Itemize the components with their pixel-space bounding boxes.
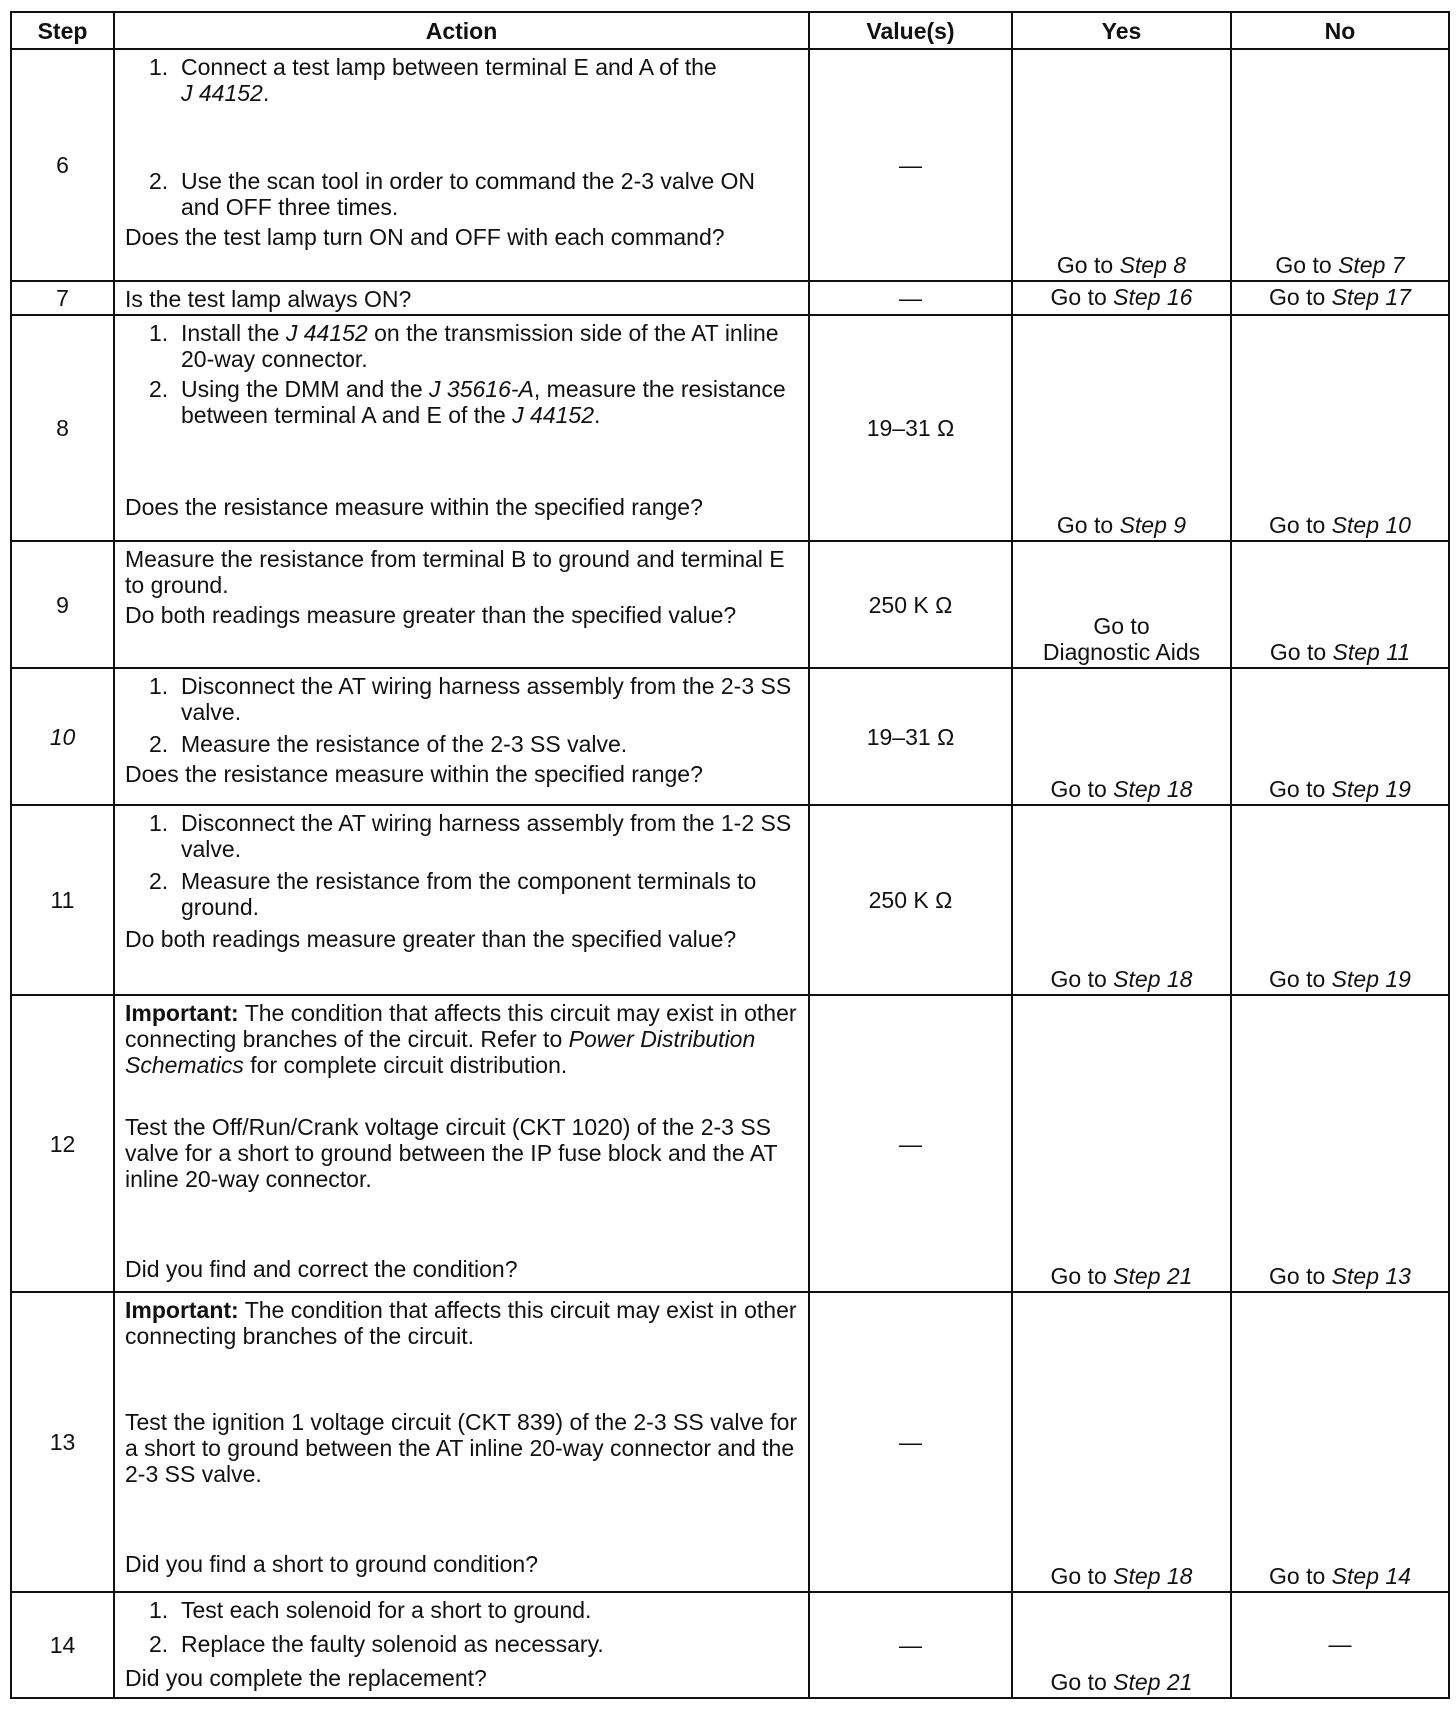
step-number: 9	[11, 541, 114, 668]
yes-cell: Go to Step 21	[1012, 995, 1231, 1292]
no-cell: Go to Step 11	[1231, 541, 1449, 668]
item-number: 2.	[149, 731, 169, 757]
value-cell: 250 K Ω	[809, 541, 1012, 668]
action-item	[125, 731, 798, 757]
item-text: Measure the resistance from the component terminals to ground.	[181, 868, 757, 920]
yes-cell: Go to Step 21	[1012, 1592, 1231, 1698]
yes-cell: Go to Step 16	[1012, 281, 1231, 315]
important-note: Important: The condition that affects this circuit may exist in other connecting branches of the circuit.	[125, 1297, 797, 1349]
question-text: Does the resistance measure within the specified range?	[125, 761, 703, 787]
item-number: 2.	[149, 376, 169, 402]
action-cell	[114, 315, 809, 541]
table-row	[11, 1292, 1449, 1592]
action-item	[125, 1597, 798, 1623]
step-number: 6	[11, 49, 114, 281]
table-row	[11, 49, 1449, 281]
yes-cell: Go to Step 18	[1012, 668, 1231, 805]
yes-cell: Go to Step 18	[1012, 805, 1231, 995]
item-text: Use the scan tool in order to command the 2-3 valve ON and OFF three times.	[181, 168, 756, 220]
no-cell: Go to Step 13	[1231, 995, 1449, 1292]
action-item	[125, 54, 798, 106]
value-cell: 19–31 Ω	[809, 315, 1012, 541]
item-number: 2.	[149, 168, 169, 194]
item-number: 1.	[149, 1597, 169, 1623]
table-row	[11, 995, 1449, 1292]
question-text: Does the test lamp turn ON and OFF with each command?	[125, 224, 725, 250]
value-cell: —	[809, 995, 1012, 1292]
step-number: 7	[11, 281, 114, 315]
header-yes: Yes	[1012, 12, 1231, 49]
table-row	[11, 315, 1449, 541]
header-row	[11, 12, 1449, 49]
value-cell: —	[809, 281, 1012, 315]
action-cell	[114, 1592, 809, 1698]
item-number: 1.	[149, 673, 169, 699]
item-text: Install the J 44152 on the transmission side of the AT inline 20-way connector.	[181, 320, 779, 372]
item-number: 1.	[149, 54, 169, 80]
action-cell	[114, 1292, 809, 1592]
step-number: 8	[11, 315, 114, 541]
table-row	[11, 668, 1449, 805]
question-text: Does the resistance measure within the specified range?	[125, 494, 703, 520]
value-cell: 19–31 Ω	[809, 668, 1012, 805]
important-note: Important: The condition that affects this circuit may exist in other connecting branches of the circuit. Refer to Power Distribution Schematics for complete circuit distribution.	[125, 1000, 797, 1078]
table-row	[11, 541, 1449, 668]
item-text: Disconnect the AT wiring harness assembly from the 2-3 SS valve.	[181, 673, 792, 725]
body-text: Test the ignition 1 voltage circuit (CKT 839) of the 2-3 SS valve for a short to ground between the AT inline 20-way connector and the 2-3 SS valve.	[125, 1409, 798, 1487]
body-text: Test the Off/Run/Crank voltage circuit (CKT 1020) of the 2-3 SS valve for a short to ground between the IP fuse block and the AT inline 20-way connector.	[125, 1114, 778, 1192]
action-cell	[114, 49, 809, 281]
step-number: 10	[11, 668, 114, 805]
no-cell: Go to Step 10	[1231, 315, 1449, 541]
item-text: Using the DMM and the J 35616-A, measure the resistance between terminal A and E of the J 44152.	[181, 376, 786, 428]
header-values: Value(s)	[809, 12, 1012, 49]
no-cell: Go to Step 19	[1231, 805, 1449, 995]
action-item	[125, 168, 798, 220]
action-item	[125, 810, 798, 862]
no-cell: Go to Step 14	[1231, 1292, 1449, 1592]
no-cell: —	[1231, 1592, 1449, 1698]
diagnostic-table	[10, 11, 1450, 1699]
header-step: Step	[11, 12, 114, 49]
question-text: Did you find and correct the condition?	[125, 1256, 518, 1282]
action-cell	[114, 805, 809, 995]
value-cell: —	[809, 49, 1012, 281]
yes-cell: Go to Step 18	[1012, 1292, 1231, 1592]
item-number: 1.	[149, 320, 169, 346]
yes-cell: Go to Diagnostic Aids	[1012, 541, 1231, 668]
step-number: 12	[11, 995, 114, 1292]
question-text: Did you complete the replacement?	[125, 1665, 487, 1691]
item-text: Connect a test lamp between terminal E and A of the J 44152.	[181, 54, 717, 106]
step-number: 14	[11, 1592, 114, 1698]
action-item	[125, 1631, 798, 1657]
table-row	[11, 1592, 1449, 1698]
item-text: Replace the faulty solenoid as necessary.	[181, 1631, 604, 1657]
action-cell	[114, 541, 809, 668]
header-no: No	[1231, 12, 1449, 49]
item-text: Test each solenoid for a short to ground.	[181, 1597, 592, 1623]
table-row	[11, 281, 1449, 315]
item-number: 2.	[149, 1631, 169, 1657]
question-text: Did you find a short to ground condition?	[125, 1551, 538, 1577]
intro-text: Measure the resistance from terminal B to ground and terminal E to ground.	[125, 546, 785, 598]
value-cell: —	[809, 1592, 1012, 1698]
action-item	[125, 376, 798, 428]
value-cell: 250 K Ω	[809, 805, 1012, 995]
item-text: Disconnect the AT wiring harness assembly from the 1-2 SS valve.	[181, 810, 792, 862]
no-cell: Go to Step 19	[1231, 668, 1449, 805]
tool-ref: J 44152	[181, 80, 263, 106]
no-cell: Go to Step 17	[1231, 281, 1449, 315]
no-cell: Go to Step 7	[1231, 49, 1449, 281]
step-number: 11	[11, 805, 114, 995]
action-cell	[114, 995, 809, 1292]
question-text: Do both readings measure greater than the specified value?	[125, 602, 737, 628]
action-item	[125, 673, 798, 725]
action-cell	[114, 668, 809, 805]
step-number: 13	[11, 1292, 114, 1592]
item-number: 2.	[149, 868, 169, 894]
action-item	[125, 868, 798, 920]
question-text: Do both readings measure greater than the specified value?	[125, 926, 737, 952]
header-action: Action	[114, 12, 809, 49]
yes-cell: Go to Step 9	[1012, 315, 1231, 541]
question-text: Is the test lamp always ON?	[114, 281, 809, 315]
item-text: Measure the resistance of the 2-3 SS valve.	[181, 731, 628, 757]
value-cell: —	[809, 1292, 1012, 1592]
action-item	[125, 320, 798, 372]
yes-cell: Go to Step 8	[1012, 49, 1231, 281]
table-row	[11, 805, 1449, 995]
item-number: 1.	[149, 810, 169, 836]
